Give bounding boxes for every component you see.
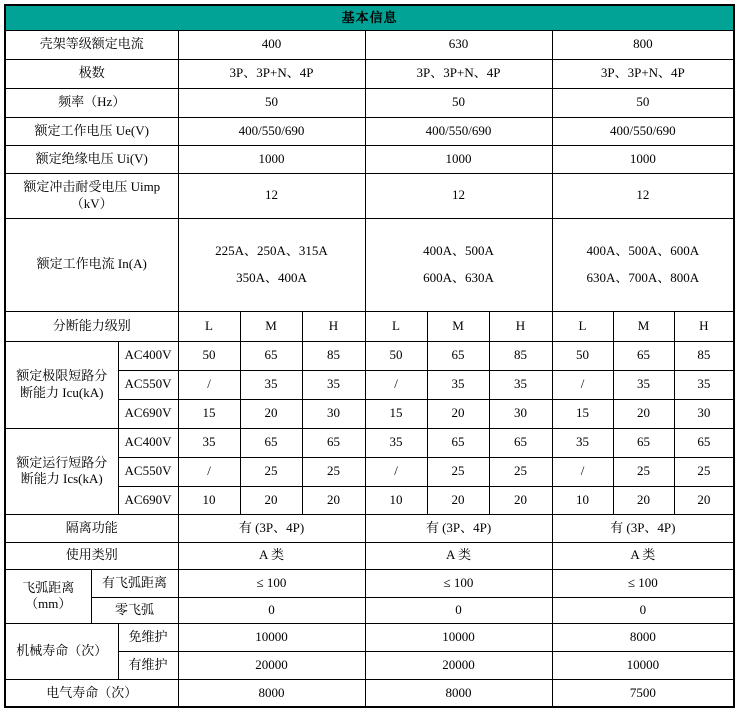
value-cell: 50 — [178, 341, 240, 370]
value-cell: 20000 — [365, 651, 552, 679]
sub-label-cell: 有维护 — [118, 651, 178, 679]
value-cell: L — [178, 311, 240, 341]
value-cell: 50 — [552, 88, 734, 117]
value-cell: ≤ 100 — [552, 569, 734, 597]
value-cell: 12 — [178, 173, 365, 218]
value-cell: 7500 — [552, 679, 734, 707]
value-cell: 20 — [427, 486, 489, 514]
value-cell: 0 — [365, 597, 552, 623]
table-row — [5, 341, 734, 370]
value-cell: 有 (3P、4P) — [552, 514, 734, 542]
value-cell: 20 — [613, 486, 674, 514]
sub-label-cell: 免维护 — [118, 623, 178, 651]
sub-label-cell: 有飞弧距离 — [91, 569, 178, 597]
table-row — [5, 88, 734, 117]
sub-label-cell: AC690V — [118, 399, 178, 428]
sub-label-cell: AC550V — [118, 457, 178, 486]
value-cell: A 类 — [552, 542, 734, 569]
basic-info-table — [4, 4, 735, 708]
value-cell: / — [552, 457, 613, 486]
row-label-ics — [5, 428, 118, 514]
value-cell: / — [365, 370, 427, 399]
row-label-breaking-level: 分断能力级别 — [5, 311, 178, 341]
row-label-line2: 断能力 Icu(kA) — [20, 384, 104, 400]
row-label-arc-distance — [5, 569, 91, 623]
table-row — [5, 30, 734, 59]
value-cell: 35 — [552, 428, 613, 457]
row-label-line2: （mm） — [25, 596, 72, 611]
value-cell: 35 — [240, 370, 302, 399]
value-cell: / — [178, 457, 240, 486]
row-label-icu — [5, 341, 118, 428]
value-cell: 400/550/690 — [552, 117, 734, 145]
row-label-isolation: 隔离功能 — [5, 514, 178, 542]
value-cell: 65 — [674, 428, 734, 457]
table-row — [5, 218, 734, 311]
value-cell: 3P、3P+N、4P — [552, 59, 734, 88]
value-cell: 15 — [178, 399, 240, 428]
table-row — [5, 542, 734, 569]
row-label-rated-voltage: 额定工作电压 Ue(V) — [5, 117, 178, 145]
sub-label-cell: AC690V — [118, 486, 178, 514]
table-row — [5, 623, 734, 651]
value-line2: 600A、630A — [423, 269, 494, 285]
value-cell: 35 — [302, 370, 365, 399]
value-cell — [178, 218, 365, 311]
value-cell: 400/550/690 — [365, 117, 552, 145]
row-label-frame-current: 壳架等级额定电流 — [5, 30, 178, 59]
row-label-line1: 额定极限短路分 — [16, 368, 108, 384]
value-cell: 50 — [365, 88, 552, 117]
table-row — [5, 145, 734, 173]
table-row — [5, 679, 734, 707]
value-cell: 65 — [240, 341, 302, 370]
value-cell: L — [365, 311, 427, 341]
row-label-rated-current: 额定工作电流 In(A) — [5, 218, 178, 311]
value-cell: 400/550/690 — [178, 117, 365, 145]
value-cell: 65 — [613, 341, 674, 370]
value-cell: 8000 — [178, 679, 365, 707]
value-cell: / — [552, 370, 613, 399]
row-label-mechanical-life: 机械寿命（次） — [5, 623, 118, 679]
value-cell: 65 — [489, 428, 552, 457]
value-cell: 30 — [674, 399, 734, 428]
value-cell: 25 — [613, 457, 674, 486]
value-cell: 1000 — [365, 145, 552, 173]
value-line1: 225A、250A、315A — [215, 242, 328, 258]
value-cell: 35 — [674, 370, 734, 399]
value-cell: 35 — [178, 428, 240, 457]
table-row — [5, 514, 734, 542]
value-cell: 8000 — [552, 623, 734, 651]
value-cell: 50 — [365, 341, 427, 370]
value-cell: 10 — [552, 486, 613, 514]
value-cell: 50 — [178, 88, 365, 117]
value-cell: 65 — [427, 428, 489, 457]
value-cell: 10000 — [178, 623, 365, 651]
table-row — [5, 173, 734, 218]
sub-label-cell: 零飞弧 — [91, 597, 178, 623]
row-label-poles: 极数 — [5, 59, 178, 88]
value-cell: 10000 — [552, 651, 734, 679]
value-cell: 25 — [302, 457, 365, 486]
value-cell: 20 — [489, 486, 552, 514]
value-cell: 400 — [178, 30, 365, 59]
value-cell: 12 — [552, 173, 734, 218]
value-cell: M — [613, 311, 674, 341]
value-cell: L — [552, 311, 613, 341]
value-cell: H — [489, 311, 552, 341]
value-cell: 25 — [427, 457, 489, 486]
table-row — [5, 59, 734, 88]
value-cell: M — [240, 311, 302, 341]
value-cell: 有 (3P、4P) — [365, 514, 552, 542]
table-row — [5, 117, 734, 145]
value-cell: 1000 — [178, 145, 365, 173]
table-row — [5, 428, 734, 457]
value-cell: 35 — [613, 370, 674, 399]
value-cell: 25 — [674, 457, 734, 486]
value-cell: 30 — [489, 399, 552, 428]
value-cell: 35 — [427, 370, 489, 399]
sub-label-cell: AC400V — [118, 341, 178, 370]
value-cell: / — [365, 457, 427, 486]
value-cell: 15 — [365, 399, 427, 428]
value-cell: 85 — [674, 341, 734, 370]
value-cell: 800 — [552, 30, 734, 59]
value-cell: 10 — [365, 486, 427, 514]
value-cell: 1000 — [552, 145, 734, 173]
value-cell: 20 — [240, 399, 302, 428]
value-cell: 50 — [552, 341, 613, 370]
value-cell: 65 — [427, 341, 489, 370]
value-cell: 65 — [240, 428, 302, 457]
row-label-frequency: 频率（Hz） — [5, 88, 178, 117]
value-cell — [552, 218, 734, 311]
value-cell: 35 — [489, 370, 552, 399]
sub-label-cell: AC550V — [118, 370, 178, 399]
value-cell: 10 — [178, 486, 240, 514]
value-cell: ≤ 100 — [178, 569, 365, 597]
value-cell: / — [178, 370, 240, 399]
row-label-line2: （kV） — [70, 195, 113, 211]
value-cell: 20 — [674, 486, 734, 514]
value-cell: 20 — [240, 486, 302, 514]
value-cell: M — [427, 311, 489, 341]
section-title: 基本信息 — [5, 5, 734, 30]
value-line1: 400A、500A、600A — [586, 242, 700, 258]
value-line2: 630A、700A、800A — [586, 269, 700, 285]
table-row — [5, 597, 734, 623]
value-cell — [365, 218, 552, 311]
value-cell: A 类 — [365, 542, 552, 569]
value-cell: 3P、3P+N、4P — [178, 59, 365, 88]
value-cell: 3P、3P+N、4P — [365, 59, 552, 88]
value-cell: 8000 — [365, 679, 552, 707]
row-label-line1: 额定运行短路分 — [16, 454, 108, 470]
value-cell: ≤ 100 — [365, 569, 552, 597]
value-cell: 20 — [427, 399, 489, 428]
value-cell: 630 — [365, 30, 552, 59]
value-cell: 85 — [489, 341, 552, 370]
value-cell: H — [674, 311, 734, 341]
title-row — [5, 5, 734, 30]
row-label-category: 使用类别 — [5, 542, 178, 569]
row-label-electrical-life: 电气寿命（次） — [5, 679, 178, 707]
value-cell: 20000 — [178, 651, 365, 679]
row-label-line1: 额定冲击耐受电压 Uimp — [23, 179, 161, 195]
row-label-line2: 断能力 Ics(kA) — [20, 471, 103, 486]
value-cell: 12 — [365, 173, 552, 218]
value-cell: 15 — [552, 399, 613, 428]
value-line2: 350A、400A — [236, 269, 307, 285]
value-cell: 85 — [302, 341, 365, 370]
value-cell: 有 (3P、4P) — [178, 514, 365, 542]
value-cell: 0 — [178, 597, 365, 623]
value-cell: H — [302, 311, 365, 341]
value-line1: 400A、500A — [423, 242, 494, 258]
sub-label-cell: AC400V — [118, 428, 178, 457]
value-cell: 0 — [552, 597, 734, 623]
value-cell: 20 — [613, 399, 674, 428]
value-cell: A 类 — [178, 542, 365, 569]
value-cell: 10000 — [365, 623, 552, 651]
value-cell: 25 — [489, 457, 552, 486]
value-cell: 25 — [240, 457, 302, 486]
value-cell: 30 — [302, 399, 365, 428]
row-label-line1: 飞弧距离 — [22, 579, 75, 595]
row-label-insulation-voltage: 额定绝缘电压 Ui(V) — [5, 145, 178, 173]
value-cell: 65 — [302, 428, 365, 457]
row-label-impulse-voltage — [5, 173, 178, 218]
table-row — [5, 569, 734, 597]
table-row — [5, 311, 734, 341]
value-cell: 35 — [365, 428, 427, 457]
value-cell: 65 — [613, 428, 674, 457]
value-cell: 20 — [302, 486, 365, 514]
